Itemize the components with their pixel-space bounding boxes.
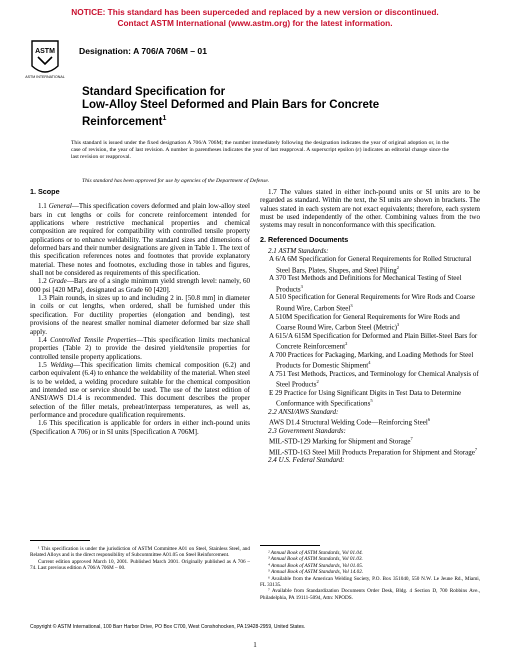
footnote-2: ² Annual Book of ASTM Standards, Vol 01.04. — [268, 550, 363, 556]
footnote-3: ³ Annual Book of ASTM Standards, Vol 01.03. — [268, 556, 363, 563]
astm-logo-icon — [25, 40, 65, 80]
paragraph-1-3: 1.3 Plain rounds, in sizes up to and including 2 in. [50.8 mm] in diameter in coils or cut lengths, when ordered, shall be furnished under this specification. For ductility properties (elongation and bending), test provisions of the nearest smaller nominal diameter deformed bar size shall apply. — [30, 294, 250, 336]
reference-footnote-mark: 2 — [345, 340, 348, 346]
supersede-notice — [0, 7, 510, 29]
federal-standard-subheading: 2.4 U.S. Federal Standard: — [268, 456, 345, 465]
section-2-heading: 2. Referenced Documents — [260, 234, 349, 244]
reference-text: A 751 Test Methods, Practices, and Terminology for Chemical Analysis of Steel Products — [269, 369, 479, 389]
footnote-5: ⁵ Annual Book of ASTM Standards, Vol 14.02. — [268, 569, 364, 576]
astm-reference-list — [260, 255, 480, 407]
footnote-rule-right — [260, 545, 320, 546]
right-column — [260, 188, 480, 465]
footnote-4: ⁴ Annual Book of ASTM Standards, Vol 01.05. — [268, 562, 364, 569]
footnote-1-edition: Current edition approved March 10, 2001. Published March 2001. Originally published as A 706 – 74. Last previous edition A 706/A 706M – 00. — [30, 558, 250, 572]
reference-text: A 510M Specification for General Requirements for Wire Rods and Coarse Round Wire, Carbon Steel (Metric) — [269, 312, 460, 332]
reference-item — [269, 388, 480, 408]
footnotes-left — [30, 546, 250, 572]
reference-text: A 370 Test Methods and Definitions for Mechanical Testing of Steel Products — [269, 274, 462, 294]
title-line-3: Reinforcement$^1$ — [82, 115, 167, 128]
reference-footnote-mark: 4 — [368, 359, 371, 365]
government-reference-list — [260, 435, 480, 456]
paragraph-1-6: 1.6 This specification is applicable for orders in either inch-pound units (Specification A 706) or in SI units [Specification A 706M]. — [30, 419, 250, 436]
notice-line-1: NOTICE: This standard has been superceded and replaced by a new version or discontinued. — [71, 7, 439, 17]
paragraph-1-7: 1.7 The values stated in either inch-pound units or SI units are to be regarded as standard. Within the text, the SI units are shown in brackets. The values stated in each system are not exact equivalents; therefore, each system must be used independently of the other. Combining values from the two systems may result in nonconformance with this specification. — [260, 188, 480, 230]
footnotes-right — [260, 550, 480, 601]
reference-item — [269, 446, 480, 457]
reference-footnote-mark: 7 — [410, 436, 413, 442]
notice-line-2: Contact ASTM International (www.astm.org) for the latest information. — [117, 18, 393, 28]
dod-approval-note: This standard has been approved for use by agencies of the Department of Defense. — [82, 178, 270, 184]
svg-text:ASTM INTERNATIONAL: ASTM INTERNATIONAL — [25, 75, 65, 79]
reference-footnote-mark: 5 — [370, 397, 373, 403]
reference-item — [269, 255, 480, 275]
copyright-line: Copyright © ASTM International, 100 Barr Harbor Drive, PO Box C700, West Conshohocken, PA 19428-2959, United States. — [30, 624, 306, 630]
reference-item — [269, 369, 480, 389]
reference-footnote-mark: 3 — [300, 283, 303, 289]
page-number: 1 — [253, 641, 257, 649]
paragraph-1-1: 1.1 General—This specification covers deformed and plain low-alloy steel bars in cut lengths or coils for concrete reinforcement intended for applications where restrictive mechanical properties and chemical composition are required for compatibility with controlled tensile property applications or to enhance weldability. The standard sizes and dimensions of deformed bars and their number designations are given in Table 1. The text of this specification references notes and footnotes that provide explanatory material. These notes and footnotes, excluding those in tables and figures, shall not be considered as requirements of this specification. — [30, 202, 250, 278]
paragraph-1-2: 1.2 Grade—Bars are of a single minimum yield strength level: namely, 60 000 psi [420 MPa], designated as Grade 60 [420]. — [30, 277, 250, 294]
reference-footnote-mark: 3 — [396, 321, 400, 327]
svg-text:ASTM: ASTM — [35, 48, 55, 55]
paragraph-1-4: 1.4 Controlled Tensile Properties—This specification limits mechanical properties (Table 2) to provide the desired yield/tensile properties for controlled tensile property applications. — [30, 335, 250, 361]
title-line-1: Standard Specification for — [82, 86, 226, 98]
designation: Designation: A 706/A 706M – 01 — [79, 46, 207, 56]
footnote-7: ⁷ Available from Standardization Documents Order Desk, Bldg. 4 Section D, 700 Robbins Ave., Philadelphia, PA 19111-5094, Attn: NPODS. — [260, 588, 480, 601]
reference-item — [269, 350, 480, 370]
section-1-heading: 1. Scope — [30, 187, 60, 196]
reference-item — [269, 435, 480, 446]
reference-text: A 700 Practices for Packaging, Marking, and Loading Methods for Steel Products for Domestic Shipment — [269, 350, 474, 370]
reference-text: MIL-STD-129 Marking for Shipment and Storage — [269, 437, 411, 446]
footnote-rule-left — [30, 540, 90, 541]
reference-footnote-mark: 7 — [474, 446, 478, 452]
title-line-2: Low-Alloy Steel Deformed and Plain Bars for Concrete — [82, 99, 380, 111]
left-column — [30, 188, 250, 436]
aws-reference: AWS D1.4 Structural Welding Code—Reinforcing Steel$^6$ — [269, 417, 431, 427]
reference-text: E 29 Practice for Using Significant Digits in Test Data to Determine Conformance with Specifications — [269, 388, 462, 408]
astm-standards-subheading: 2.1 ASTM Standards: — [268, 247, 329, 256]
government-standards-subheading: 2.3 Government Standards: — [268, 426, 346, 435]
reference-footnote-mark: 3 — [350, 302, 353, 308]
reference-text: A 6/A 6M Specification for General Requirements for Rolled Structural Steel Bars, Plates, Shapes, and Steel Piling — [269, 255, 472, 275]
reference-text: A 615/A 615M Specification for Deformed and Plain Billet-Steel Bars for Concrete Reinforcement — [269, 331, 478, 351]
reference-footnote-mark: 2 — [316, 378, 319, 384]
reference-footnote-mark: 2 — [396, 264, 400, 270]
document-title — [82, 86, 442, 129]
reference-text: A 510 Specification for General Requirements for Wire Rods and Coarse Round Wire, Carbon Steel — [269, 293, 475, 313]
reference-item — [269, 331, 480, 351]
paragraph-1-5: 1.5 Welding—This specification limits chemical composition (6.2) and carbon equivalent (6.4) to enhance the weldability of the material. When steel is to be welded, a welding procedure suitable for the chemical composition and intended use or service should be used. The use of the latest edition of ANSI/AWS D1.4 is recommended. This document describes the proper selection of the filler metals, preheat/interpass temperatures, as well as, performance and procedure qualification requirements. — [30, 360, 251, 419]
reference-item — [269, 312, 480, 332]
footnote-6: ⁶ Available from the American Welding Society, P.O. Box 351040, 550 N.W. Le Jeune Rd., Miami, FL 33135. — [260, 575, 480, 589]
aws-standard-subheading: 2.2 ANSI/AWS Standard: — [268, 407, 339, 416]
reference-text: MIL-STD-163 Steel Mill Products Preparation for Shipment and Storage — [269, 448, 475, 457]
footnote-1: ¹ This specification is under the jurisdiction of ASTM Committee A01 on Steel, Stainless Steel, and Related Alloys and is the direct responsibility of Subcommittee A01.05 on Steel Reinforcement. — [30, 546, 250, 559]
issuance-abstract: This standard is issued under the fixed designation A 706/A 706M; the number immediately following the designation indicates the year of original adoption or, in the case of revision, the year of last revision. A number in parentheses indicates the year of last reapproval. A superscript epsilon (ε) indicates an editorial change since the last revision or reapproval. — [71, 140, 449, 161]
reference-item — [269, 293, 480, 313]
reference-item — [269, 274, 480, 294]
